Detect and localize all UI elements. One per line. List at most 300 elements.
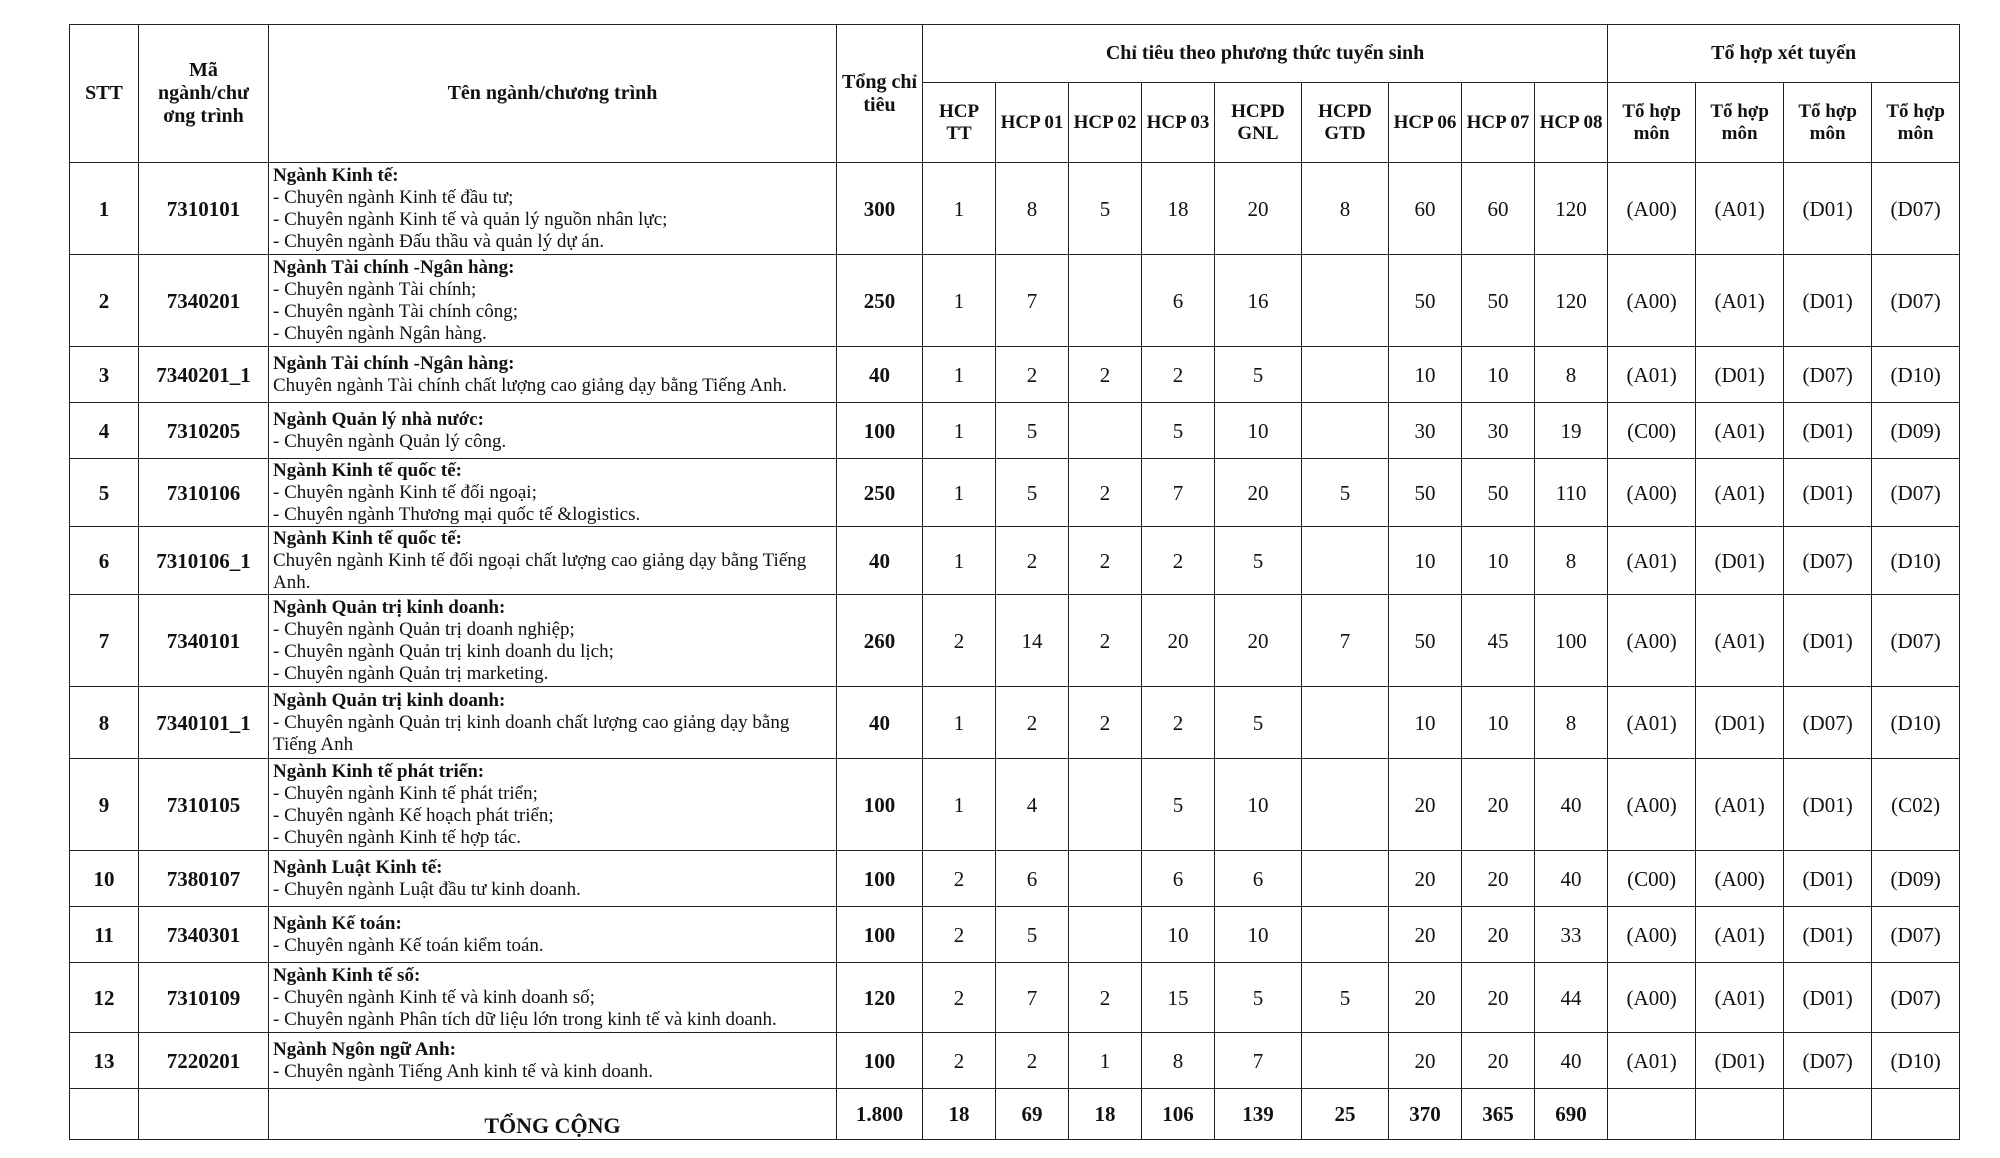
header-method: HCPD GNL — [1215, 83, 1302, 163]
header-combo: Tổ hợp môn — [1696, 83, 1784, 163]
row-method-quota: 20 — [1215, 163, 1302, 255]
row-total-quota: 260 — [837, 595, 923, 687]
row-method-quota: 10 — [1142, 907, 1215, 963]
row-method-quota: 1 — [923, 459, 996, 527]
row-method-quota: 5 — [1215, 963, 1302, 1033]
row-combo: (D07) — [1872, 163, 1960, 255]
row-combo: (D07) — [1784, 687, 1872, 759]
row-total-quota: 300 — [837, 163, 923, 255]
row-combo: (D01) — [1784, 963, 1872, 1033]
specialization-line: Chuyên ngành Kinh tế đối ngoại chất lượng cao giảng dạy bằng Tiếng Anh. — [273, 549, 807, 593]
table-row — [70, 459, 1960, 527]
row-method-quota: 20 — [1389, 851, 1462, 907]
row-method-quota: 2 — [1142, 527, 1215, 595]
row-method-quota: 2 — [996, 687, 1069, 759]
totals-method-quota: 106 — [1142, 1089, 1215, 1140]
row-method-quota: 4 — [996, 759, 1069, 851]
specialization-line: - Chuyên ngành Quản lý công. — [273, 430, 507, 452]
row-combo: (D07) — [1872, 255, 1960, 347]
row-stt: 2 — [70, 255, 139, 347]
row-method-quota: 1 — [923, 347, 996, 403]
row-stt: 13 — [70, 1033, 139, 1089]
row-method-quota — [1302, 347, 1389, 403]
row-total-quota: 40 — [837, 687, 923, 759]
row-total-quota: 40 — [837, 347, 923, 403]
row-combo: (C00) — [1608, 403, 1696, 459]
major-name: Ngành Tài chính -Ngân hàng: — [273, 352, 515, 374]
row-combo: (D09) — [1872, 403, 1960, 459]
row-method-quota: 10 — [1389, 687, 1462, 759]
row-code: 7340101 — [139, 595, 269, 687]
row-combo: (D01) — [1696, 347, 1784, 403]
row-combo: (D01) — [1784, 163, 1872, 255]
row-method-quota: 2 — [923, 963, 996, 1033]
header-name: Tên ngành/chương trình — [269, 25, 837, 163]
row-method-quota: 60 — [1462, 163, 1535, 255]
header-combo: Tổ hợp môn — [1608, 83, 1696, 163]
major-name: Ngành Kinh tế quốc tế: — [273, 527, 462, 549]
header-quota-group: Chỉ tiêu theo phương thức tuyển sinh — [923, 25, 1608, 83]
row-method-quota: 8 — [996, 163, 1069, 255]
row-program-name — [269, 595, 837, 687]
header-method: HCP 07 — [1462, 83, 1535, 163]
specialization-line: - Chuyên ngành Kinh tế phát triển; — [273, 782, 538, 804]
row-method-quota: 5 — [996, 403, 1069, 459]
row-method-quota: 20 — [1389, 963, 1462, 1033]
header-combo-group: Tổ hợp xét tuyển — [1608, 25, 1960, 83]
row-method-quota: 5 — [1142, 403, 1215, 459]
row-program-name — [269, 963, 837, 1033]
header-method: HCP 08 — [1535, 83, 1608, 163]
specialization-line: - Chuyên ngành Ngân hàng. — [273, 322, 487, 344]
row-method-quota: 20 — [1142, 595, 1215, 687]
row-combo: (A01) — [1696, 907, 1784, 963]
row-method-quota: 1 — [923, 687, 996, 759]
row-method-quota: 15 — [1142, 963, 1215, 1033]
row-program-name — [269, 347, 837, 403]
row-stt: 7 — [70, 595, 139, 687]
header-method: HCP 06 — [1389, 83, 1462, 163]
row-combo: (A01) — [1608, 687, 1696, 759]
row-combo: (A01) — [1696, 759, 1784, 851]
row-code: 7310106 — [139, 459, 269, 527]
header-total: Tổng chỉ tiêu — [837, 25, 923, 163]
row-total-quota: 100 — [837, 1033, 923, 1089]
row-method-quota — [1069, 255, 1142, 347]
row-code: 7340301 — [139, 907, 269, 963]
totals-label: TỔNG CỘNG — [484, 1113, 621, 1138]
row-method-quota: 5 — [996, 459, 1069, 527]
row-combo: (D01) — [1784, 255, 1872, 347]
row-combo: (A01) — [1696, 595, 1784, 687]
row-code: 7310101 — [139, 163, 269, 255]
row-method-quota: 1 — [923, 527, 996, 595]
specialization-line: - Chuyên ngành Quản trị kinh doanh chất lượng cao giảng dạy bằng Tiếng Anh — [273, 711, 790, 755]
row-method-quota — [1302, 907, 1389, 963]
totals-combo-empty — [1608, 1089, 1696, 1140]
totals-label-cell — [269, 1089, 837, 1140]
row-method-quota — [1302, 687, 1389, 759]
row-method-quota — [1069, 907, 1142, 963]
specialization-line: - Chuyên ngành Kinh tế đối ngoại; — [273, 481, 537, 503]
row-method-quota: 2 — [1142, 687, 1215, 759]
row-method-quota: 5 — [1069, 163, 1142, 255]
row-stt: 11 — [70, 907, 139, 963]
row-method-quota: 10 — [1462, 687, 1535, 759]
row-method-quota: 8 — [1535, 527, 1608, 595]
row-stt: 4 — [70, 403, 139, 459]
row-total-quota: 40 — [837, 527, 923, 595]
row-method-quota — [1302, 1033, 1389, 1089]
row-method-quota: 14 — [996, 595, 1069, 687]
row-method-quota: 120 — [1535, 163, 1608, 255]
header-combo: Tổ hợp môn — [1872, 83, 1960, 163]
row-method-quota: 10 — [1389, 347, 1462, 403]
specialization-line: - Chuyên ngành Phân tích dữ liệu lớn trong kinh tế và kinh doanh. — [273, 1008, 777, 1030]
row-combo: (D07) — [1784, 1033, 1872, 1089]
row-program-name — [269, 255, 837, 347]
row-method-quota: 40 — [1535, 851, 1608, 907]
totals-stt-empty — [70, 1089, 139, 1140]
table-row — [70, 347, 1960, 403]
row-method-quota: 8 — [1142, 1033, 1215, 1089]
row-combo: (A00) — [1608, 163, 1696, 255]
specialization-line: - Chuyên ngành Quản trị marketing. — [273, 662, 549, 684]
row-combo: (A01) — [1696, 163, 1784, 255]
row-program-name — [269, 687, 837, 759]
specialization-line: - Chuyên ngành Kế hoạch phát triển; — [273, 804, 554, 826]
row-method-quota: 45 — [1462, 595, 1535, 687]
table-row — [70, 163, 1960, 255]
row-method-quota: 20 — [1462, 1033, 1535, 1089]
specialization-line: - Chuyên ngành Tiếng Anh kinh tế và kinh doanh. — [273, 1060, 653, 1082]
row-method-quota: 20 — [1389, 759, 1462, 851]
row-method-quota — [1069, 851, 1142, 907]
row-method-quota: 10 — [1462, 347, 1535, 403]
row-program-name — [269, 907, 837, 963]
row-program-name — [269, 403, 837, 459]
major-name: Ngành Luật Kinh tế: — [273, 856, 443, 878]
row-total-quota: 250 — [837, 459, 923, 527]
totals-combo-empty — [1872, 1089, 1960, 1140]
totals-combo-empty — [1784, 1089, 1872, 1140]
row-stt: 3 — [70, 347, 139, 403]
row-method-quota: 2 — [1142, 347, 1215, 403]
row-stt: 6 — [70, 527, 139, 595]
totals-total-quota: 1.800 — [837, 1089, 923, 1140]
row-code: 7380107 — [139, 851, 269, 907]
row-method-quota: 50 — [1462, 459, 1535, 527]
row-method-quota: 1 — [923, 403, 996, 459]
specialization-line: - Chuyên ngành Đấu thầu và quản lý dự án. — [273, 230, 605, 252]
admission-quota-table — [69, 24, 1960, 1140]
row-method-quota: 20 — [1462, 963, 1535, 1033]
row-combo: (A00) — [1608, 255, 1696, 347]
row-code: 7340201 — [139, 255, 269, 347]
row-combo: (D01) — [1784, 595, 1872, 687]
header-stt: STT — [70, 25, 139, 163]
row-combo: (D10) — [1872, 527, 1960, 595]
row-total-quota: 250 — [837, 255, 923, 347]
specialization-line: - Chuyên ngành Quản trị doanh nghiệp; — [273, 618, 575, 640]
row-code: 7310205 — [139, 403, 269, 459]
row-code: 7310106_1 — [139, 527, 269, 595]
row-method-quota: 20 — [1389, 1033, 1462, 1089]
row-combo: (A00) — [1696, 851, 1784, 907]
row-method-quota: 50 — [1389, 255, 1462, 347]
major-name: Ngành Quản trị kinh doanh: — [273, 689, 506, 711]
row-method-quota: 100 — [1535, 595, 1608, 687]
row-combo: (D07) — [1784, 347, 1872, 403]
totals-method-quota: 18 — [923, 1089, 996, 1140]
row-method-quota: 2 — [1069, 595, 1142, 687]
row-method-quota: 50 — [1462, 255, 1535, 347]
row-combo: (A00) — [1608, 759, 1696, 851]
row-method-quota: 60 — [1389, 163, 1462, 255]
row-method-quota: 40 — [1535, 759, 1608, 851]
row-combo: (A00) — [1608, 459, 1696, 527]
row-method-quota: 2 — [996, 527, 1069, 595]
header-method: HCP 01 — [996, 83, 1069, 163]
row-method-quota: 5 — [1142, 759, 1215, 851]
row-method-quota: 10 — [1215, 907, 1302, 963]
row-combo: (D07) — [1872, 963, 1960, 1033]
row-combo: (D07) — [1784, 527, 1872, 595]
totals-method-quota: 365 — [1462, 1089, 1535, 1140]
row-method-quota: 50 — [1389, 595, 1462, 687]
specialization-line: - Chuyên ngành Kinh tế đầu tư; — [273, 186, 514, 208]
row-method-quota: 10 — [1215, 759, 1302, 851]
row-combo: (D01) — [1696, 1033, 1784, 1089]
row-method-quota: 2 — [996, 1033, 1069, 1089]
row-method-quota — [1302, 255, 1389, 347]
row-program-name — [269, 851, 837, 907]
row-total-quota: 100 — [837, 851, 923, 907]
specialization-line: Chuyên ngành Tài chính chất lượng cao giảng dạy bằng Tiếng Anh. — [273, 374, 787, 396]
row-method-quota: 19 — [1535, 403, 1608, 459]
row-method-quota: 2 — [1069, 347, 1142, 403]
row-method-quota: 40 — [1535, 1033, 1608, 1089]
row-combo: (A00) — [1608, 907, 1696, 963]
row-method-quota: 2 — [1069, 527, 1142, 595]
specialization-line: - Chuyên ngành Thương mại quốc tế &logistics. — [273, 503, 641, 525]
row-method-quota: 5 — [1215, 527, 1302, 595]
row-method-quota: 1 — [923, 163, 996, 255]
row-method-quota: 2 — [1069, 459, 1142, 527]
row-combo: (C00) — [1608, 851, 1696, 907]
table-row — [70, 255, 1960, 347]
header-method: HCP TT — [923, 83, 996, 163]
row-code: 7310109 — [139, 963, 269, 1033]
row-combo: (A00) — [1608, 963, 1696, 1033]
totals-row — [70, 1089, 1960, 1140]
row-code: 7340101_1 — [139, 687, 269, 759]
table-row — [70, 527, 1960, 595]
header-method: HCP 03 — [1142, 83, 1215, 163]
row-method-quota — [1302, 527, 1389, 595]
row-method-quota: 6 — [1215, 851, 1302, 907]
row-method-quota: 1 — [923, 255, 996, 347]
table-row — [70, 403, 1960, 459]
row-method-quota: 10 — [1462, 527, 1535, 595]
row-total-quota: 100 — [837, 403, 923, 459]
table-row — [70, 963, 1960, 1033]
row-method-quota: 1 — [1069, 1033, 1142, 1089]
row-stt: 5 — [70, 459, 139, 527]
row-method-quota: 16 — [1215, 255, 1302, 347]
major-name: Ngành Kinh tế phát triển: — [273, 760, 485, 782]
row-combo: (D10) — [1872, 1033, 1960, 1089]
row-method-quota: 6 — [996, 851, 1069, 907]
table-row — [70, 1033, 1960, 1089]
row-method-quota: 5 — [1215, 347, 1302, 403]
row-method-quota: 20 — [1215, 595, 1302, 687]
header-method: HCP 02 — [1069, 83, 1142, 163]
row-combo: (D01) — [1784, 851, 1872, 907]
row-method-quota: 2 — [923, 907, 996, 963]
row-method-quota: 18 — [1142, 163, 1215, 255]
row-combo: (C02) — [1872, 759, 1960, 851]
totals-method-quota: 25 — [1302, 1089, 1389, 1140]
row-stt: 1 — [70, 163, 139, 255]
specialization-line: - Chuyên ngành Kinh tế hợp tác. — [273, 826, 522, 848]
row-code: 7340201_1 — [139, 347, 269, 403]
row-stt: 8 — [70, 687, 139, 759]
row-method-quota: 7 — [1142, 459, 1215, 527]
row-method-quota: 110 — [1535, 459, 1608, 527]
totals-method-quota: 69 — [996, 1089, 1069, 1140]
row-combo: (A01) — [1608, 527, 1696, 595]
table-row — [70, 851, 1960, 907]
row-combo: (A01) — [1696, 255, 1784, 347]
row-combo: (A01) — [1696, 403, 1784, 459]
row-method-quota: 10 — [1389, 527, 1462, 595]
major-name: Ngành Kế toán: — [273, 912, 402, 934]
table-row — [70, 595, 1960, 687]
row-program-name — [269, 459, 837, 527]
row-stt: 9 — [70, 759, 139, 851]
row-combo: (A01) — [1696, 963, 1784, 1033]
row-combo: (D01) — [1784, 459, 1872, 527]
header-code: Mã ngành/chư ơng trình — [139, 25, 269, 163]
major-name: Ngành Tài chính -Ngân hàng: — [273, 256, 515, 278]
row-method-quota: 2 — [923, 1033, 996, 1089]
row-method-quota: 20 — [1215, 459, 1302, 527]
specialization-line: - Chuyên ngành Tài chính; — [273, 278, 477, 300]
row-method-quota: 7 — [996, 255, 1069, 347]
totals-combo-empty — [1696, 1089, 1784, 1140]
row-code: 7310105 — [139, 759, 269, 851]
row-method-quota: 2 — [923, 851, 996, 907]
row-stt: 12 — [70, 963, 139, 1033]
specialization-line: - Chuyên ngành Kế toán kiểm toán. — [273, 934, 544, 956]
row-method-quota: 5 — [996, 907, 1069, 963]
row-method-quota: 50 — [1389, 459, 1462, 527]
row-method-quota: 5 — [1215, 687, 1302, 759]
totals-method-quota: 370 — [1389, 1089, 1462, 1140]
row-method-quota: 7 — [1302, 595, 1389, 687]
row-method-quota: 7 — [996, 963, 1069, 1033]
row-code: 7220201 — [139, 1033, 269, 1089]
row-method-quota: 1 — [923, 759, 996, 851]
specialization-line: - Chuyên ngành Kinh tế và quản lý nguồn nhân lực; — [273, 208, 668, 230]
specialization-line: - Chuyên ngành Kinh tế và kinh doanh số; — [273, 986, 595, 1008]
row-total-quota: 120 — [837, 963, 923, 1033]
row-combo: (D01) — [1696, 527, 1784, 595]
row-combo: (D01) — [1696, 687, 1784, 759]
row-method-quota: 5 — [1302, 459, 1389, 527]
row-method-quota — [1302, 851, 1389, 907]
header-method: HCPD GTD — [1302, 83, 1389, 163]
row-method-quota: 30 — [1462, 403, 1535, 459]
row-combo: (D07) — [1872, 907, 1960, 963]
row-method-quota: 2 — [1069, 963, 1142, 1033]
row-method-quota: 2 — [1069, 687, 1142, 759]
row-stt: 10 — [70, 851, 139, 907]
specialization-line: - Chuyên ngành Tài chính công; — [273, 300, 519, 322]
row-method-quota — [1302, 759, 1389, 851]
row-program-name — [269, 759, 837, 851]
major-name: Ngành Quản lý nhà nước: — [273, 408, 484, 430]
table-row — [70, 759, 1960, 851]
totals-method-quota: 18 — [1069, 1089, 1142, 1140]
table-row — [70, 687, 1960, 759]
row-method-quota: 2 — [923, 595, 996, 687]
row-program-name — [269, 163, 837, 255]
row-method-quota: 20 — [1462, 759, 1535, 851]
row-total-quota: 100 — [837, 759, 923, 851]
specialization-line: - Chuyên ngành Luật đầu tư kinh doanh. — [273, 878, 581, 900]
major-name: Ngành Ngôn ngữ Anh: — [273, 1038, 456, 1060]
totals-code-empty — [139, 1089, 269, 1140]
row-method-quota: 20 — [1462, 851, 1535, 907]
row-method-quota: 6 — [1142, 851, 1215, 907]
row-combo: (A00) — [1608, 595, 1696, 687]
row-method-quota: 6 — [1142, 255, 1215, 347]
row-method-quota: 10 — [1215, 403, 1302, 459]
specialization-line: - Chuyên ngành Quản trị kinh doanh du lịch; — [273, 640, 614, 662]
row-combo: (A01) — [1608, 347, 1696, 403]
row-method-quota: 120 — [1535, 255, 1608, 347]
header-combo: Tổ hợp môn — [1784, 83, 1872, 163]
row-combo: (D10) — [1872, 347, 1960, 403]
row-method-quota: 8 — [1302, 163, 1389, 255]
row-combo: (D01) — [1784, 403, 1872, 459]
totals-method-quota: 139 — [1215, 1089, 1302, 1140]
row-method-quota: 2 — [996, 347, 1069, 403]
row-method-quota: 30 — [1389, 403, 1462, 459]
row-method-quota: 33 — [1535, 907, 1608, 963]
totals-method-quota: 690 — [1535, 1089, 1608, 1140]
major-name: Ngành Quản trị kinh doanh: — [273, 596, 506, 618]
row-combo: (D09) — [1872, 851, 1960, 907]
row-program-name — [269, 1033, 837, 1089]
row-combo: (D07) — [1872, 595, 1960, 687]
row-combo: (D10) — [1872, 687, 1960, 759]
row-method-quota: 8 — [1535, 347, 1608, 403]
row-combo: (A01) — [1696, 459, 1784, 527]
row-combo: (D07) — [1872, 459, 1960, 527]
row-method-quota — [1069, 403, 1142, 459]
row-method-quota: 5 — [1302, 963, 1389, 1033]
row-combo: (D01) — [1784, 907, 1872, 963]
row-program-name — [269, 527, 837, 595]
table-row — [70, 907, 1960, 963]
major-name: Ngành Kinh tế quốc tế: — [273, 459, 462, 481]
major-name: Ngành Kinh tế số: — [273, 964, 421, 986]
major-name: Ngành Kinh tế: — [273, 164, 399, 186]
row-method-quota: 20 — [1462, 907, 1535, 963]
